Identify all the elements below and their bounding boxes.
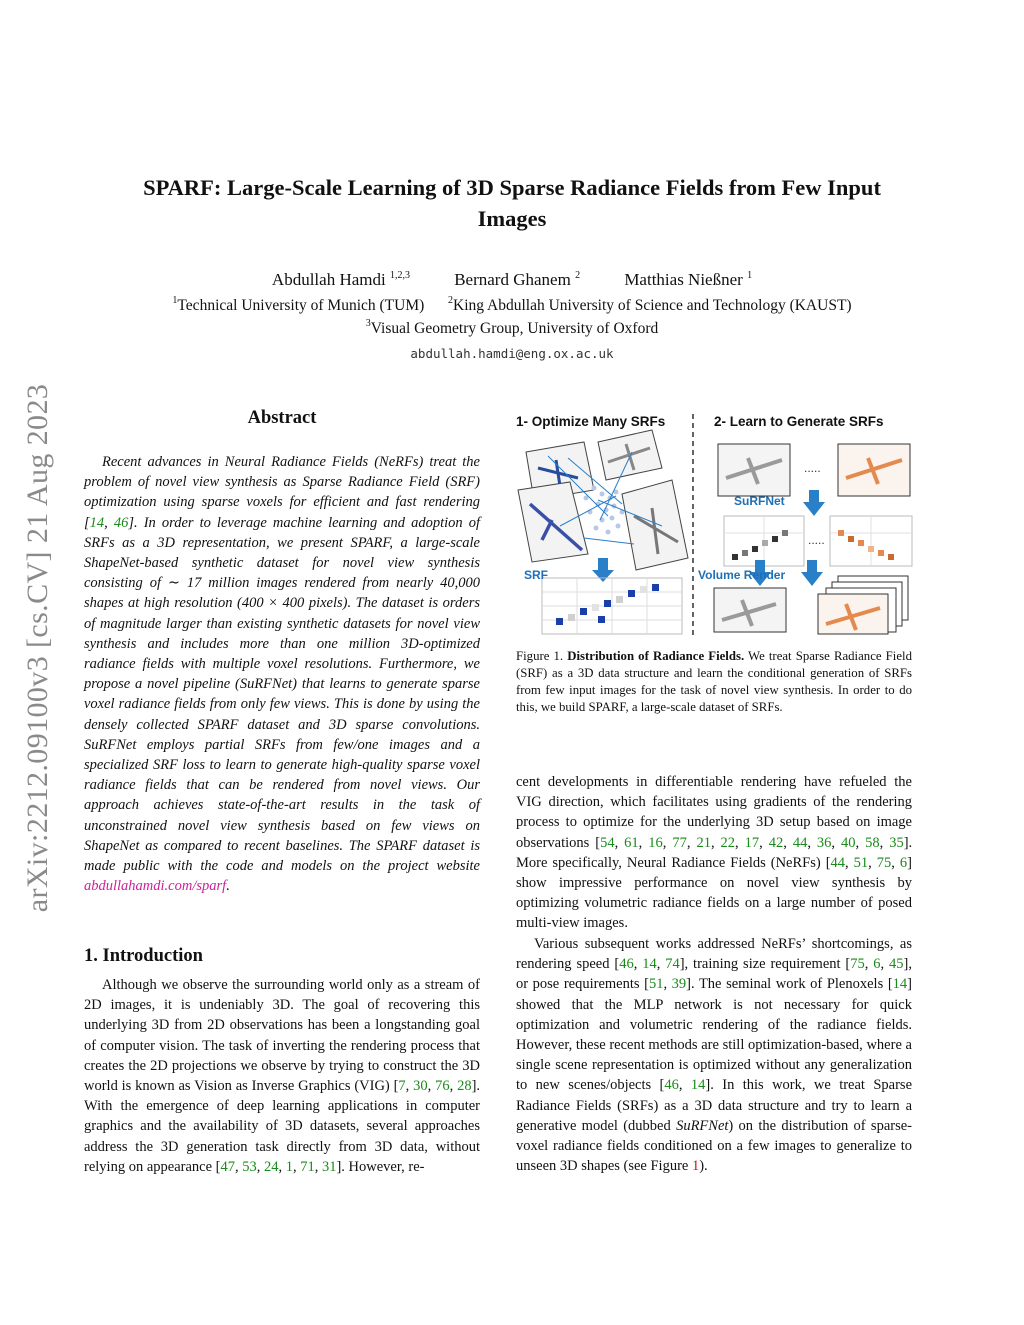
citation-link[interactable]: 17 [744, 834, 760, 851]
section-heading-introduction: 1. Introduction [84, 946, 203, 966]
generated-voxel-grid-orange [830, 516, 912, 566]
input-image-gray-plane [718, 444, 790, 496]
surfnet-down-arrow [803, 490, 825, 516]
citation-link[interactable]: 75 [850, 956, 865, 973]
author-1: Abdullah Hamdi $^{1,2,3}$ [271, 270, 410, 289]
ellipsis: ..... [804, 461, 821, 475]
citation-link[interactable]: 46 [113, 514, 129, 531]
citation-link[interactable]: 7 [398, 1078, 406, 1095]
citation-link[interactable]: 74 [665, 956, 680, 973]
citation-link[interactable]: 30 [413, 1078, 428, 1095]
right-paragraph-1: cent developments in differentiable rendering have refueled the VIG direction, which facilitates using gradients of the rendering process to optimize for the underlying 3D setup based on image observations [54, 61, 16, 77, 21, 22, 17, 42, 44, 36, 40, 58, 35]. More specifically, Neural Radiance Fields (NeRFs) [44, 51, 75, 6] show impressive performance on novel view synthesis by optimizing volumetric radiance fields on a large number of posed multi-view images. [516, 774, 913, 932]
input-view-panel-3 [518, 482, 588, 562]
citation-link[interactable]: 28 [457, 1078, 472, 1095]
paper-title [60, 172, 964, 234]
citation-link[interactable]: 58 [865, 834, 880, 851]
input-image-orange-plane [838, 444, 910, 496]
rendered-views-orange-stack [818, 576, 908, 634]
citation-link[interactable]: 16 [648, 834, 663, 851]
citation-link[interactable]: 46 [619, 956, 634, 973]
title-line-2: Images [477, 206, 547, 231]
citation-link[interactable]: 46 [664, 1077, 679, 1094]
srf-label: SRF [524, 568, 548, 582]
author-2: Bernard Ghanem $^2$ [454, 270, 581, 289]
citation-link[interactable]: 24 [263, 1158, 279, 1175]
citation-link[interactable]: 47 [220, 1158, 235, 1175]
srf-voxel-grid [542, 578, 682, 634]
citation-link[interactable]: 14 [642, 956, 657, 973]
figure-reference-link[interactable]: 1 [691, 1158, 700, 1175]
citation-link[interactable]: 21 [696, 834, 711, 851]
citation-link[interactable]: 45 [889, 956, 904, 973]
project-website-link[interactable]: abdullahamdi.com/sparf [84, 878, 227, 895]
citation-link[interactable]: 6 [873, 956, 881, 973]
arxiv-sidebar [18, 350, 58, 946]
affiliations-row-1 [60, 297, 964, 315]
citation-link[interactable]: 14 [892, 976, 908, 993]
intro-paragraph: Although we observe the surrounding world only as a stream of 2D images, it is undeniably 3D. The goal of recovering this underlying 3D from 2D observations has been a longstanding goal of computer vision. The task of inverting the rendering process that creates the 2D projections we observe by trying to construct the 3D world is known as Vision as Inverse Graphics (VIG) [7, 30, 76, 28]. With the emergence of deep learning applications in computer graphics and the availability of 3D datasets, several approaches address the 3D generation task directly from 3D data, without relying on appearance [47, 53, 24, 1, 71, 31]. However, re- [84, 977, 481, 1175]
citation-link[interactable]: 61 [624, 834, 639, 851]
citation-link[interactable]: 71 [300, 1158, 315, 1175]
figure-illustration [512, 408, 916, 638]
rendered-view-gray [714, 588, 786, 632]
abstract-text: Recent advances in Neural Radiance Fields (NeRFs) treat the problem of novel view synthesis as Sparse Radiance Field (SRF) optimization using sparse voxels for efficient and fast rendering [14, 46]. In order to leverage machine learning and adoption of SRFs as a 3D representation, we present SPARF, a large-scale ShapeNet-based synthetic dataset for novel view synthesis consisting of ∼ 17 million images rendered from nearly 40,000 shapes at high resolution (400 × 400 pixels). The dataset is orders of magnitude larger than existing synthetic datasets for novel view synthesis and includes more than one million 3D-optimized radiance fields with multiple voxel resolutions. Furthermore, we propose a novel pipeline (SuRFNet) that learns to generate sparse voxel radiance fields from only few views. This is done by using the densely collected SPARF dataset and 3D sparse convolutions. SuRFNet employs partial SRFs from few/one images and a specialized SRF loss to learn to generate high-quality sparse voxel radiance fields that can be rendered from novel views. Our approach achieves state-of-the-art results in the task of unconstrained novel view synthesis based on few views on ShapeNet as compared to recent baselines. The SPARF dataset is made public with the code and models on the project website abdullahamdi.com/sparf. [84, 454, 481, 895]
figure-label-optimize: 1- Optimize Many SRFs [516, 414, 666, 429]
author-3: Matthias Nießner $^1$ [624, 270, 753, 289]
citation-link[interactable]: 1 [285, 1158, 293, 1175]
citation-link[interactable]: 51 [648, 976, 664, 993]
citation-link[interactable]: 40 [841, 834, 856, 851]
title-line-1: SPARF: Large-Scale Learning of 3D Sparse Radiance Fields from Few Input [143, 175, 881, 200]
citation-link[interactable]: 6 [899, 854, 908, 871]
figure-1 [512, 408, 916, 638]
citation-link[interactable]: 39 [671, 976, 687, 993]
citation-link[interactable]: 76 [435, 1078, 450, 1095]
input-view-panel-4 [622, 480, 688, 570]
citation-link[interactable]: 31 [321, 1158, 337, 1175]
citation-link[interactable]: 51 [853, 854, 869, 871]
affiliation-1: $^1$Technical University of Munich (TUM) [172, 295, 425, 314]
abstract-heading: Abstract [247, 408, 317, 428]
citation-link[interactable]: 54 [600, 834, 615, 851]
arxiv-id: arXiv:2212.09100v3 [cs.CV] 21 Aug 2023 [21, 383, 54, 913]
figure-label-generate: 2- Learn to Generate SRFs [714, 414, 884, 429]
citation-link[interactable]: 42 [768, 834, 784, 851]
volume-render-label: Volume Render [698, 568, 786, 582]
generated-voxel-grid-gray [724, 516, 804, 566]
citation-link[interactable]: 35 [889, 834, 904, 851]
citation-link[interactable]: 75 [876, 854, 892, 871]
citation-link[interactable]: 44 [830, 854, 846, 871]
citation-link[interactable]: 77 [672, 834, 687, 851]
right-paragraph-2: Various subsequent works addressed NeRFs’ shortcomings, as rendering speed [46, 14, 74], training size requirement [75, 6, 45], or pose requirements [51, 39]. The seminal work of Plenoxels [14] showed that the MLP network is not necessary for quick optimization and volumetric rendering of the radiance fields. However, these recent methods are still optimization-based, where a single scene representation is optimized without any generalization to new scenes/objects [46, 14]. In this work, we treat Sparse Radiance Fields (SRFs) as a 3D data structure and try to learn a generative model (dubbed SuRFNet) on the distribution of sparse-voxel radiance fields conditioned on a few images to generalize to unseen 3D shapes (see Figure 1). [516, 936, 913, 1175]
input-view-panel-2 [598, 430, 662, 480]
figure-1-caption: Figure 1. Distribution of Radiance Fields. We treat Sparse Radiance Field (SRF) as a 3D data structure and learn the conditional generation of SRFs from few input images for the task of novel view synthesis. In order to do this, we build SPARF, a large-scale dataset of SRFs. [516, 649, 912, 714]
affiliation-3: $^3$Visual Geometry Group, University of Oxford [365, 318, 659, 337]
citation-link[interactable]: 14 [89, 514, 105, 531]
surfnet-label: SuRFNet [734, 494, 785, 508]
citation-link[interactable]: 44 [792, 834, 808, 851]
citation-link[interactable]: 14 [690, 1077, 706, 1094]
author-list [60, 270, 964, 290]
citation-link[interactable]: 22 [720, 834, 736, 851]
ellipsis: ..... [808, 533, 825, 547]
author-email: abdullah.hamdi@eng.ox.ac.uk [410, 346, 614, 361]
affiliation-2: $^2$King Abdullah University of Science and Technology (KAUST) [448, 295, 852, 314]
citation-link[interactable]: 53 [242, 1158, 257, 1175]
citation-link[interactable]: 36 [816, 834, 832, 851]
